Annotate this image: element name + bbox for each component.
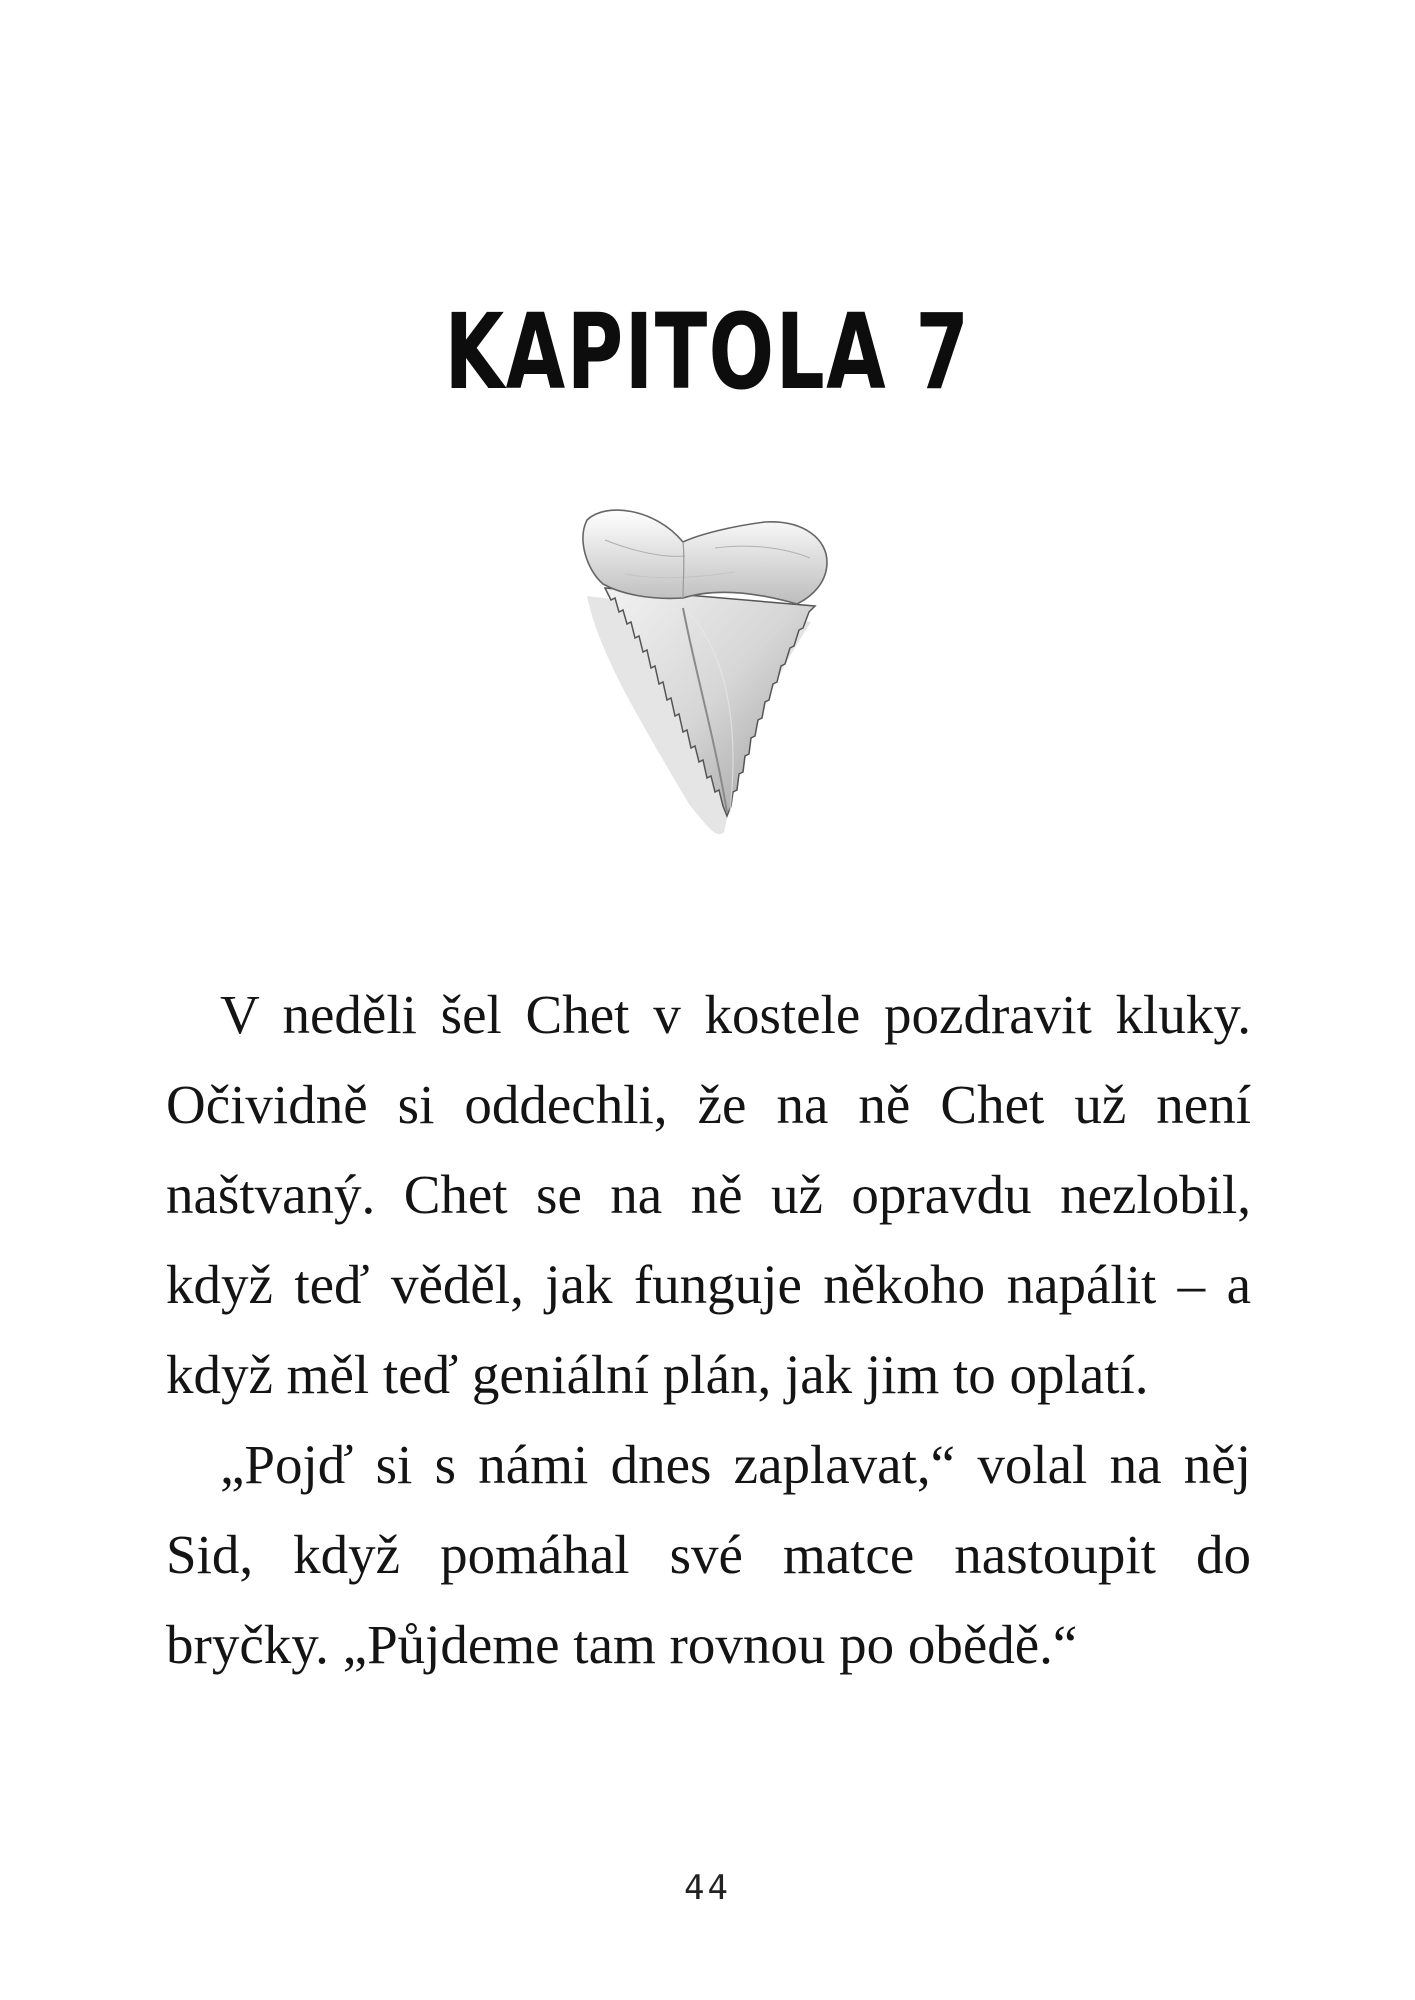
chapter-body [166,970,1251,1690]
paragraph: „Pojď si s námi dnes zaplavat,“ volal na něj Sid, když pomáhal své matce nastoupit do bryčky. „Půjdeme tam rovnou po obědě.“ [166,1434,1251,1675]
shark-tooth-icon [565,500,865,840]
chapter-title: KAPITOLA 7 [444,291,971,413]
page-number: 44 [684,1868,731,1908]
paragraph: V neděli šel Chet v kostele pozdravit kluky. Očividně si oddechli, že na ně Chet už není naštvaný. Chet se na ně už opravdu nezlobil, když teď věděl, jak funguje někoho napálit – a když měl teď geniální plán, jak jim to oplatí. [166,984,1251,1405]
